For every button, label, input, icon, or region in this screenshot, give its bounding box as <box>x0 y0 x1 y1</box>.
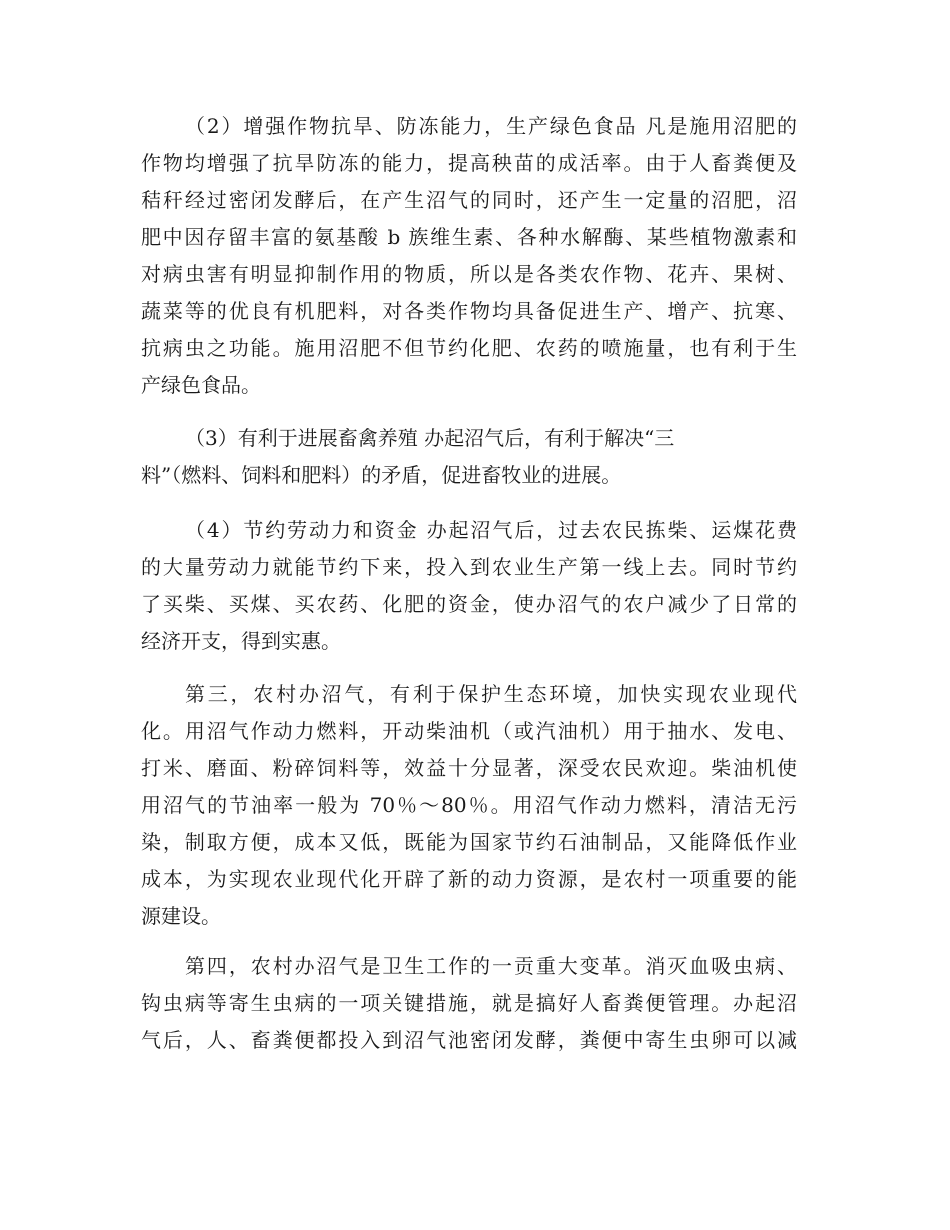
text-line: （3）有利于进展畜禽养殖 办起沼气后，有利于解决“三 <box>185 426 675 450</box>
text-line: 成本，为实现农业现代化开辟了新的动力资源，是农村一项重要的能 <box>141 867 797 891</box>
text-line: 抗病虫之功能。施用沼肥不但节约化肥、农药的喷施量，也有利于生 <box>141 336 797 360</box>
paragraph-crop-resistance <box>141 108 797 404</box>
text-line: （4）节约劳动力和资金 办起沼气后，过去农民拣柴、运煤花费 <box>185 518 797 542</box>
text-line: 第三，农村办沼气，有利于保护生态环境，加快实现农业现代 <box>185 682 797 706</box>
paragraph-labor-capital <box>141 512 797 660</box>
text-line: 源建设。 <box>141 904 221 928</box>
text-line: 料”（燃料、饲料和肥料）的矛盾，促进畜牧业的进展。 <box>141 463 622 487</box>
text-line: 蔬菜等的优良有机肥料，对各类作物均具备促进生产、增产、抗寒、 <box>141 299 797 323</box>
text-line: 秸秆经过密闭发酵后，在产生沼气的同时，还产生一定量的沼肥，沼 <box>141 188 797 212</box>
text-line: 用沼气的节油率一般为 70％～80％。用沼气作动力燃料，清洁无污 <box>141 793 797 817</box>
text-line: 钩虫病等寄生虫病的一项关键措施，就是搞好人畜粪便管理。办起沼 <box>141 991 797 1015</box>
text-line: 作物均增强了抗旱防冻的能力，提高秧苗的成活率。由于人畜粪便及 <box>141 151 797 175</box>
text-line: 打米、磨面、粉碎饲料等，效益十分显著，深受农民欢迎。柴油机使 <box>141 756 797 780</box>
text-line: 了买柴、买煤、买农药、化肥的资金，使办沼气的农户减少了日常的 <box>141 592 797 616</box>
text-line: （2）增强作物抗旱、防冻能力，生产绿色食品 凡是施用沼肥的 <box>185 114 797 138</box>
paragraph-livestock <box>141 420 797 494</box>
paragraph-third <box>141 676 797 935</box>
text-line: 的大量劳动力就能节约下来，投入到农业生产第一线上去。同时节约 <box>141 555 797 579</box>
text-line: 染，制取方便，成本又低，既能为国家节约石油制品，又能降低作业 <box>141 830 797 854</box>
text-line: 化。用沼气作动力燃料，开动柴油机（或汽油机）用于抽水、发电、 <box>141 719 797 743</box>
text-line: 对病虫害有明显抑制作用的物质，所以是各类农作物、花卉、果树、 <box>141 262 797 286</box>
text-line: 经济开支，得到实惠。 <box>141 629 341 653</box>
text-line: 肥中因存留丰富的氨基酸 b 族维生素、各种水解酶、某些植物激素和 <box>141 225 797 249</box>
text-line: 气后，人、畜粪便都投入到沼气池密闭发酵，粪便中寄生虫卵可以减 <box>141 1028 797 1052</box>
text-line: 产绿色食品。 <box>141 373 261 397</box>
paragraph-fourth <box>141 948 797 1059</box>
text-line: 第四，农村办沼气是卫生工作的一贡重大变革。消灭血吸虫病、 <box>185 954 797 978</box>
